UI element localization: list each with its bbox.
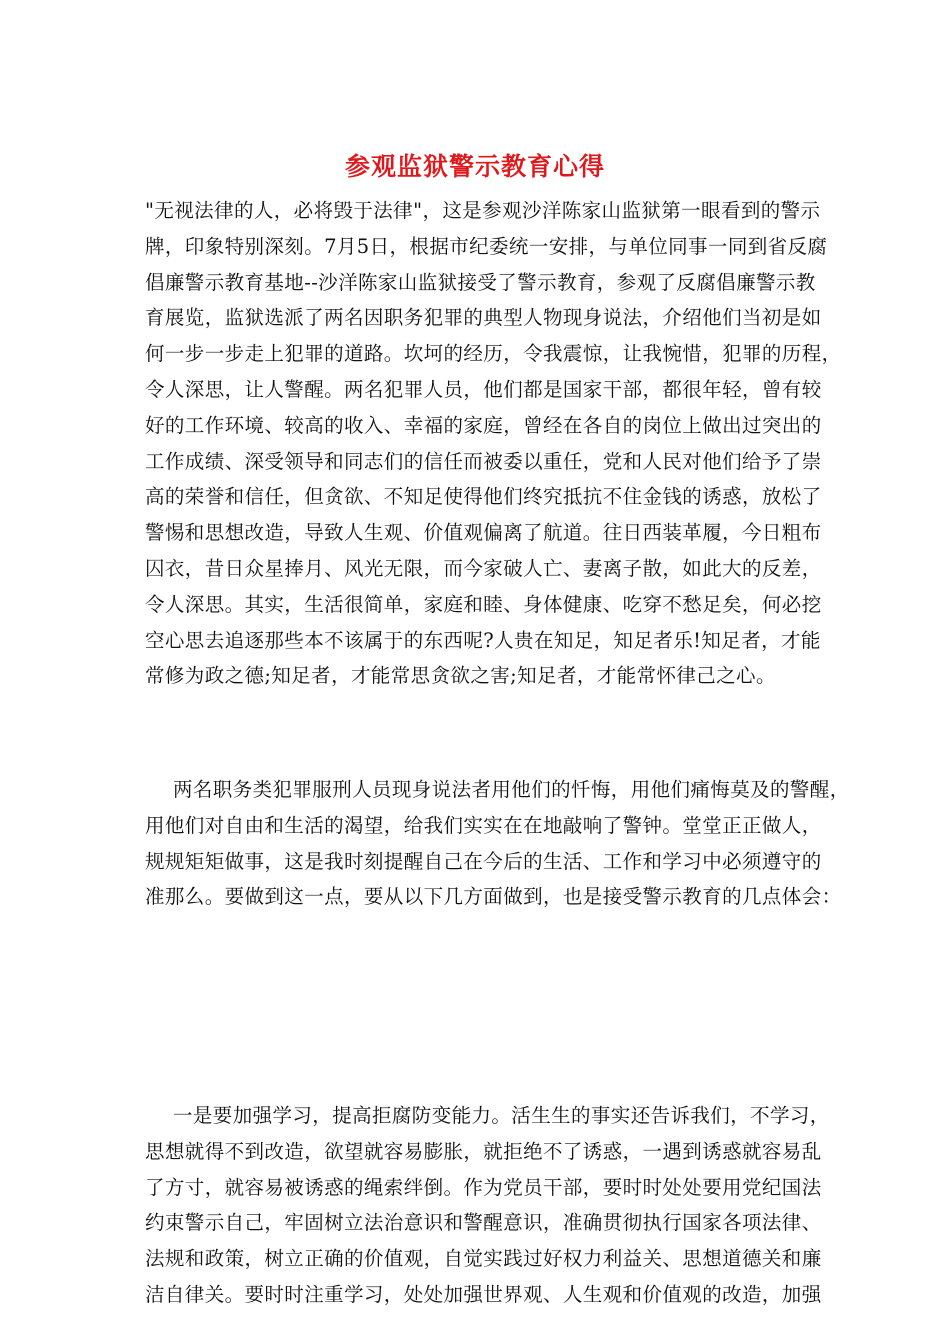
text-line: 准那么。要做到这一点，要从以下几方面做到，也是接受警示教育的几点体会： bbox=[145, 885, 842, 909]
text-line: 高的荣誉和信任，但贪欲、不知足使得他们终究抵抗不住金钱的诱惑，放松了 bbox=[145, 485, 822, 509]
text-line: 约束警示自己，牢固树立法治意识和警醒意识，准确贯彻执行国家各项法律、 bbox=[145, 1211, 822, 1235]
text-line: "无视法律的人，必将毁于法律"，这是参观沙洋陈家山监狱第一眼看到的警示 bbox=[145, 199, 821, 222]
text-line: 工作成绩、深受领导和同志们的信任而被委以重任，党和人民对他们给予了崇 bbox=[145, 449, 822, 473]
text-line: 令人深思。其实，生活很简单，家庭和睦、身体健康、吃穿不愁足矣，何必挖 bbox=[145, 592, 822, 616]
text-line: 空心思去追逐那些本不该属于的东西呢?人贵在知足，知足者乐!知足者，才能 bbox=[145, 628, 821, 652]
text-line: 两名职务类犯罪服刑人员现身说法者用他们的忏悔，用他们痛悔莫及的警醒， bbox=[173, 778, 850, 801]
text-line: 囚衣，昔日众星捧月、风光无限，而今家破人亡、妻离子散，如此大的反差， bbox=[145, 557, 822, 580]
text-line: 牌，印象特别深刻。7月5日，根据市纪委统一安排，与单位同事一同到省反腐 bbox=[145, 234, 828, 258]
text-line: 令人深思，让人警醒。两名犯罪人员，他们都是国家干部，都很年轻，曾有较 bbox=[145, 378, 822, 401]
text-line: 警惕和思想改造，导致人生观、价值观偏离了航道。往日西装革履，今日粗布 bbox=[145, 521, 822, 545]
text-line: 法规和政策，树立正确的价值观，自觉实践过好权力利益关、思想道德关和廉 bbox=[145, 1247, 822, 1271]
text-line: 好的工作环境、较高的收入、幸福的家庭，曾经在各自的岗位上做出过突出的 bbox=[145, 413, 822, 437]
text-line: 规规矩矩做事，这是我时刻提醒自己在今后的生活、工作和学习中必须遵守的 bbox=[145, 849, 822, 873]
text-line: 倡廉警示教育基地--沙洋陈家山监狱接受了警示教育，参观了反腐倡廉警示教 bbox=[145, 270, 816, 294]
text-line: 一是要加强学习，提高拒腐防变能力。活生生的事实还告诉我们，不学习， bbox=[173, 1104, 830, 1127]
text-line: 常修为政之德;知足者，才能常思贪欲之害;知足者，才能常怀律己之心。 bbox=[145, 664, 776, 688]
text-line: 洁自律关。要时时注重学习，处处加强世界观、人生观和价值观的改造，加强 bbox=[145, 1283, 822, 1306]
text-line: 何一步一步走上犯罪的道路。坎坷的经历，令我震惊，让我惋惜，犯罪的历程， bbox=[145, 342, 842, 366]
page-title: 参观监狱警示教育心得 bbox=[344, 152, 605, 181]
text-line: 思想就得不到改造，欲望就容易膨胀，就拒绝不了诱惑，一遇到诱惑就容易乱 bbox=[145, 1139, 822, 1163]
text-line: 育展览，监狱选派了两名因职务犯罪的典型人物现身说法，介绍他们当初是如 bbox=[145, 306, 822, 330]
text-line: 了方寸，就容易被诱惑的绳索绊倒。作为党员干部，要时时处处要用党纪国法 bbox=[145, 1175, 822, 1199]
text-line: 用他们对自由和生活的渴望，给我们实实在在地敲响了警钟。堂堂正正做人， bbox=[145, 813, 822, 837]
